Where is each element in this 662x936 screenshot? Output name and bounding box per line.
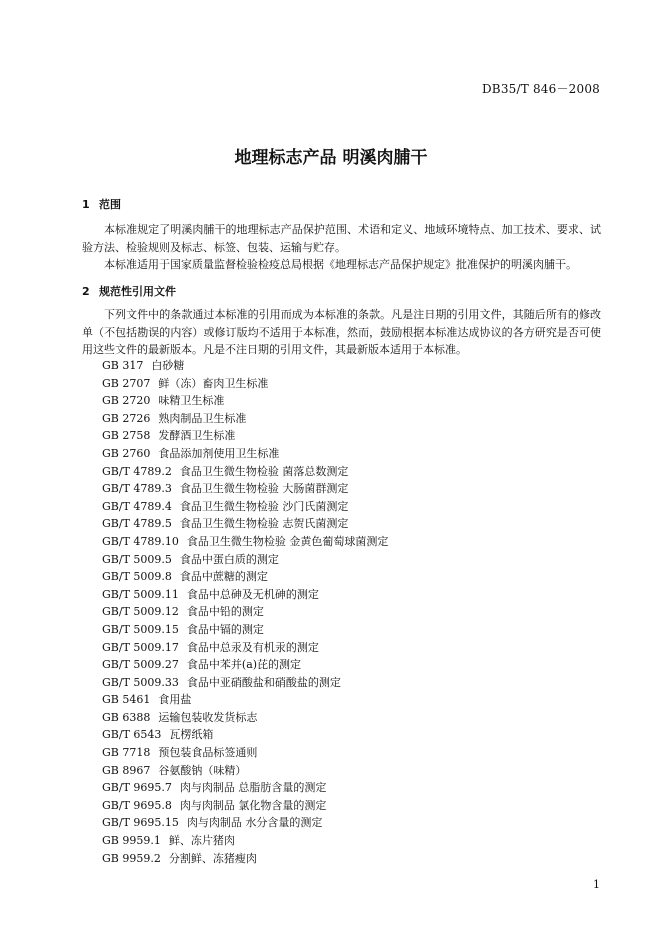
reference-title: 肉与肉制品 水分含量的测定 [186, 816, 323, 830]
reference-code: GB 6388 [102, 710, 151, 724]
references-intro-paragraph: 下列文件中的条款通过本标准的引用而成为本标准的条款。凡是注日期的引用文件，其随后所有的修改单（不包括勘误的内容）或修订版均不适用于本标准，然而，鼓励根据本标准达成协议的各方研究是否可使用这些文件的最新版本。凡是不注日期的引用文件，其最新版本适用于本标准。 [82, 308, 601, 356]
reference-item [102, 850, 388, 868]
reference-code: GB/T 5009.11 [102, 587, 179, 601]
reference-title: 食品卫生微生物检验 志贺氏菌测定 [179, 517, 349, 531]
reference-item [102, 445, 388, 463]
reference-item [102, 797, 388, 815]
reference-title: 食品卫生微生物检验 金黄色葡萄球菌测定 [186, 534, 389, 548]
reference-title: 鲜（冻）畜肉卫生标准 [158, 376, 269, 390]
reference-code: GB 2720 [102, 394, 151, 408]
reference-code: GB/T 4789.3 [102, 482, 172, 496]
reference-code: GB/T 4789.10 [102, 534, 179, 548]
reference-item [102, 480, 388, 498]
reference-title: 味精卫生标准 [158, 394, 225, 408]
reference-code: GB/T 5009.17 [102, 640, 179, 654]
reference-title: 食品中总汞及有机汞的测定 [186, 640, 319, 654]
reference-title: 谷氨酸钠（味精） [158, 763, 247, 777]
reference-code: GB/T 4789.2 [102, 464, 172, 478]
reference-code: GB 2726 [102, 411, 151, 425]
reference-code: GB/T 5009.12 [102, 605, 179, 619]
section-number: 1 [82, 198, 90, 211]
reference-item [102, 392, 388, 410]
reference-item [102, 691, 388, 709]
reference-title: 肉与肉制品 总脂肪含量的测定 [179, 781, 327, 795]
reference-item [102, 709, 388, 727]
reference-item [102, 515, 388, 533]
reference-title: 食品卫生微生物检验 沙门氏菌测定 [179, 499, 349, 513]
reference-title: 食用盐 [158, 693, 192, 707]
reference-title: 食品中亚硝酸盐和硝酸盐的测定 [186, 675, 341, 689]
scope-applicability-paragraph: 本标准适用于国家质量监督检验检疫总局根据《地理标志产品保护规定》批准保护的明溪肉脯干。 [104, 258, 577, 271]
reference-item [102, 674, 388, 692]
reference-title: 肉与肉制品 氯化物含量的测定 [179, 798, 327, 812]
reference-list [102, 357, 388, 867]
reference-code: GB 9959.1 [102, 834, 161, 848]
scope-paragraph: 本标准规定了明溪肉脯干的地理标志产品保护范围、术语和定义、地域环境特点、加工技术、要求、试验方法、检验规则及标志、标签、包装、运输与贮存。 [82, 223, 601, 254]
section-title: 范围 [99, 198, 121, 211]
reference-code: GB 9959.2 [102, 851, 161, 865]
reference-code: GB 7718 [102, 746, 151, 760]
reference-title: 食品中总砷及无机砷的测定 [186, 587, 319, 601]
standard-code: DB35/T 846－2008 [481, 82, 600, 96]
reference-item [102, 375, 388, 393]
reference-item [102, 621, 388, 639]
section-heading-scope [82, 196, 121, 212]
reference-item [102, 744, 388, 762]
reference-item [102, 603, 388, 621]
document-title: 地理标志产品 明溪肉脯干 [234, 148, 428, 168]
reference-item [102, 498, 388, 516]
reference-title: 食品卫生微生物检验 菌落总数测定 [179, 464, 349, 478]
reference-code: GB 2707 [102, 376, 151, 390]
reference-code: GB/T 5009.15 [102, 622, 179, 636]
reference-code: GB 317 [102, 359, 144, 372]
reference-item [102, 762, 388, 780]
reference-item [102, 427, 388, 445]
reference-title: 预包装食品标签通则 [158, 746, 258, 760]
section-number: 2 [82, 285, 90, 298]
reference-item [102, 779, 388, 797]
reference-title: 鲜、冻片猪肉 [168, 834, 235, 848]
reference-item [102, 586, 388, 604]
reference-item [102, 726, 388, 744]
reference-code: GB 2760 [102, 446, 151, 460]
reference-item [102, 832, 388, 850]
reference-title: 食品卫生微生物检验 大肠菌群测定 [179, 482, 349, 496]
reference-code: GB/T 5009.27 [102, 658, 179, 672]
reference-code: GB/T 5009.33 [102, 675, 179, 689]
reference-title: 食品中苯并(a)芘的测定 [186, 658, 302, 672]
reference-code: GB/T 9695.8 [102, 798, 172, 812]
reference-code: GB/T 4789.5 [102, 517, 172, 531]
reference-code: GB/T 9695.15 [102, 816, 179, 830]
reference-title: 食品中铅的测定 [186, 605, 264, 619]
reference-code: GB 5461 [102, 693, 151, 707]
reference-item [102, 639, 388, 657]
reference-item [102, 814, 388, 832]
reference-title: 分割鲜、冻猪瘦肉 [168, 851, 257, 865]
reference-code: GB/T 9695.7 [102, 781, 172, 795]
reference-item [102, 551, 388, 569]
reference-item [102, 357, 388, 375]
reference-title: 食品中镉的测定 [186, 622, 264, 636]
reference-item [102, 568, 388, 586]
reference-item [102, 533, 388, 551]
reference-title: 白砂糖 [151, 359, 185, 372]
reference-title: 食品中蛋白质的测定 [179, 552, 279, 566]
reference-item [102, 656, 388, 674]
reference-code: GB 2758 [102, 429, 151, 443]
reference-code: GB 8967 [102, 763, 151, 777]
reference-title: 食品添加剂使用卫生标准 [158, 446, 280, 460]
section-title: 规范性引用文件 [99, 285, 176, 298]
reference-title: 瓦楞纸箱 [169, 728, 214, 742]
reference-code: GB/T 5009.8 [102, 570, 172, 584]
reference-code: GB/T 4789.4 [102, 499, 172, 513]
reference-title: 食品中蔗糖的测定 [179, 570, 268, 584]
page-number: 1 [593, 878, 600, 891]
reference-title: 发酵酒卫生标准 [158, 429, 236, 443]
reference-item [102, 463, 388, 481]
section-heading-normative-references [82, 283, 176, 299]
reference-code: GB/T 6543 [102, 728, 162, 742]
reference-title: 运输包装收发货标志 [158, 710, 258, 724]
reference-code: GB/T 5009.5 [102, 552, 172, 566]
reference-item [102, 410, 388, 428]
reference-title: 熟肉制品卫生标准 [158, 411, 247, 425]
